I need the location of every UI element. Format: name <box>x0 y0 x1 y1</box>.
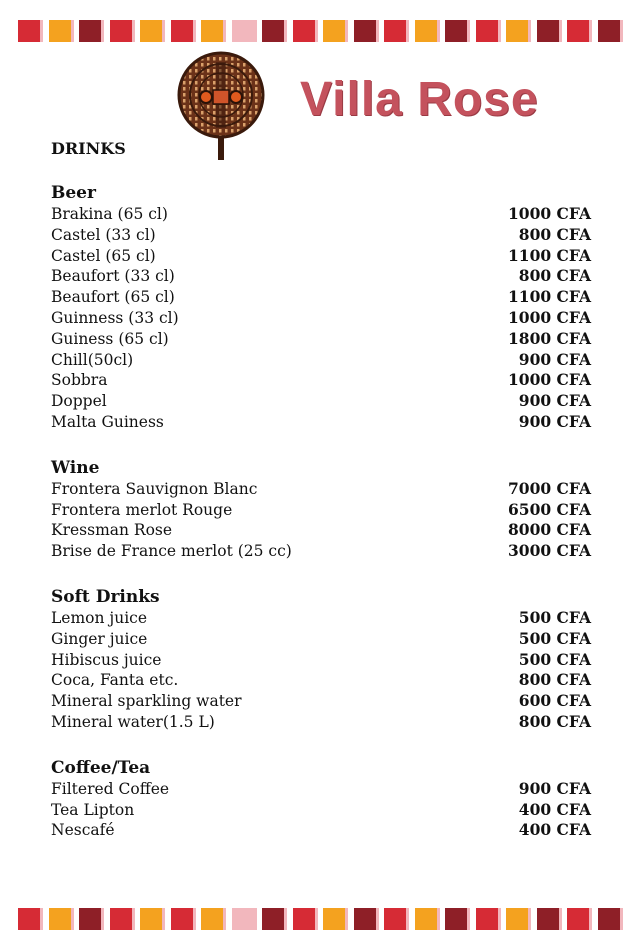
item-name: Nescafé <box>51 821 115 840</box>
border-square <box>567 20 589 42</box>
border-square <box>18 20 40 42</box>
item-name: Doppel <box>51 392 107 411</box>
item-name: Malta Guiness <box>51 412 164 431</box>
border-square <box>354 908 376 930</box>
border-square <box>598 20 620 42</box>
menu-item <box>51 266 591 287</box>
border-square <box>171 908 193 930</box>
border-square <box>232 20 254 42</box>
border-square <box>323 20 345 42</box>
menu-item <box>51 820 591 841</box>
menu-item <box>51 412 591 433</box>
menu-item <box>51 329 591 350</box>
item-name: Frontera merlot Rouge <box>51 500 233 519</box>
item-price: 800 CFA <box>518 670 591 690</box>
item-name: Chill(50cl) <box>51 350 134 369</box>
section-title: Soft Drinks <box>51 586 160 607</box>
border-square <box>384 908 406 930</box>
item-name: Beaufort (65 cl) <box>51 288 175 307</box>
item-name: Mineral sparkling water <box>51 692 242 711</box>
item-price: 800 CFA <box>518 711 591 731</box>
border-square <box>323 908 345 930</box>
border-square <box>262 908 284 930</box>
page-heading: DRINKS <box>51 139 126 158</box>
border-square <box>201 20 223 42</box>
border-square <box>537 20 559 42</box>
menu-item <box>51 479 591 500</box>
item-name: Brakina (65 cl) <box>51 205 168 223</box>
item-price: 1100 CFA <box>508 245 591 265</box>
border-square <box>49 908 71 930</box>
brand-name: Villa Rose <box>300 73 539 126</box>
item-name: Sobbra <box>51 371 108 390</box>
border-square <box>49 20 71 42</box>
item-price: 1000 CFA <box>508 204 591 223</box>
item-price: 500 CFA <box>518 649 591 669</box>
item-name: Ginger juice <box>51 629 148 648</box>
item-name: Guinness (33 cl) <box>51 308 179 327</box>
item-price: 1100 CFA <box>508 287 591 307</box>
item-name: Coca, Fanta etc. <box>51 671 179 690</box>
item-price: 8000 CFA <box>508 520 591 540</box>
item-price: 400 CFA <box>518 799 591 819</box>
border-square <box>567 908 589 930</box>
item-name: Filtered Coffee <box>51 779 170 798</box>
item-price: 800 CFA <box>518 224 591 244</box>
border-square <box>415 20 437 42</box>
border-square <box>506 908 528 930</box>
menu-item <box>51 650 591 671</box>
border-square <box>506 20 528 42</box>
section-title: Beer <box>51 183 96 203</box>
item-name: Lemon juice <box>51 608 148 627</box>
item-price: 900 CFA <box>518 411 591 431</box>
menu-section <box>51 457 591 562</box>
border-square <box>18 908 40 930</box>
section-title: Wine <box>51 457 100 478</box>
item-price: 900 CFA <box>518 349 591 369</box>
menu-item <box>51 500 591 521</box>
border-square <box>171 20 193 42</box>
border-square <box>476 20 498 42</box>
item-price: 1800 CFA <box>508 328 591 348</box>
border-square <box>140 20 162 42</box>
item-name: Mineral water(1.5 L) <box>51 712 215 731</box>
border-square <box>79 908 101 930</box>
menu-item <box>51 670 591 691</box>
item-name: Tea Lipton <box>51 800 135 819</box>
menu-item <box>51 629 591 650</box>
item-name: Brise de France merlot (25 cc) <box>51 542 292 561</box>
menu-item <box>51 608 591 629</box>
border-square <box>293 908 315 930</box>
border-square <box>598 908 620 930</box>
border-square <box>110 20 132 42</box>
menu-item <box>51 246 591 267</box>
border-square <box>384 20 406 42</box>
logo <box>176 50 266 162</box>
bottom-decorative-border <box>0 908 644 934</box>
border-square <box>232 908 254 930</box>
item-price: 800 CFA <box>518 266 591 286</box>
item-price: 1000 CFA <box>508 370 591 390</box>
item-name: Guiness (65 cl) <box>51 329 169 348</box>
item-price: 400 CFA <box>518 820 591 840</box>
item-price: 500 CFA <box>518 628 591 648</box>
menu-item <box>51 779 591 800</box>
item-name: Kressman Rose <box>51 521 173 540</box>
border-square <box>110 908 132 930</box>
item-name: Frontera Sauvignon Blanc <box>51 479 258 498</box>
menu-item <box>51 287 591 308</box>
item-name: Castel (65 cl) <box>51 246 156 265</box>
menu-item <box>51 391 591 412</box>
menu-list <box>51 182 591 865</box>
menu-item <box>51 520 591 541</box>
border-square <box>79 20 101 42</box>
item-price: 6500 CFA <box>508 499 591 519</box>
menu-item <box>51 800 591 821</box>
section-title: Coffee/Tea <box>51 757 151 778</box>
menu-section <box>51 586 591 733</box>
item-price: 3000 CFA <box>508 541 591 561</box>
border-square <box>354 20 376 42</box>
menu-item <box>51 541 591 562</box>
border-square <box>262 20 284 42</box>
border-square <box>445 908 467 930</box>
item-name: Castel (33 cl) <box>51 225 156 244</box>
tribal-mask-icon <box>176 50 266 162</box>
item-price: 600 CFA <box>518 691 591 711</box>
menu-item <box>51 712 591 733</box>
menu-section <box>51 757 591 841</box>
item-name: Beaufort (33 cl) <box>51 267 175 286</box>
border-square <box>415 908 437 930</box>
menu-item <box>51 204 591 225</box>
menu-item <box>51 350 591 371</box>
border-square <box>201 908 223 930</box>
border-square <box>537 908 559 930</box>
item-price: 1000 CFA <box>508 307 591 327</box>
border-square <box>476 908 498 930</box>
top-decorative-border <box>0 20 644 46</box>
border-square <box>293 20 315 42</box>
item-name: Hibiscus juice <box>51 650 162 669</box>
item-price: 900 CFA <box>518 778 591 798</box>
item-price: 900 CFA <box>518 391 591 411</box>
border-square <box>445 20 467 42</box>
menu-item <box>51 370 591 391</box>
menu-item <box>51 308 591 329</box>
item-price: 7000 CFA <box>508 478 591 498</box>
border-square <box>140 908 162 930</box>
menu-item <box>51 225 591 246</box>
item-price: 500 CFA <box>518 607 591 627</box>
menu-item <box>51 691 591 712</box>
menu-section <box>51 182 591 433</box>
